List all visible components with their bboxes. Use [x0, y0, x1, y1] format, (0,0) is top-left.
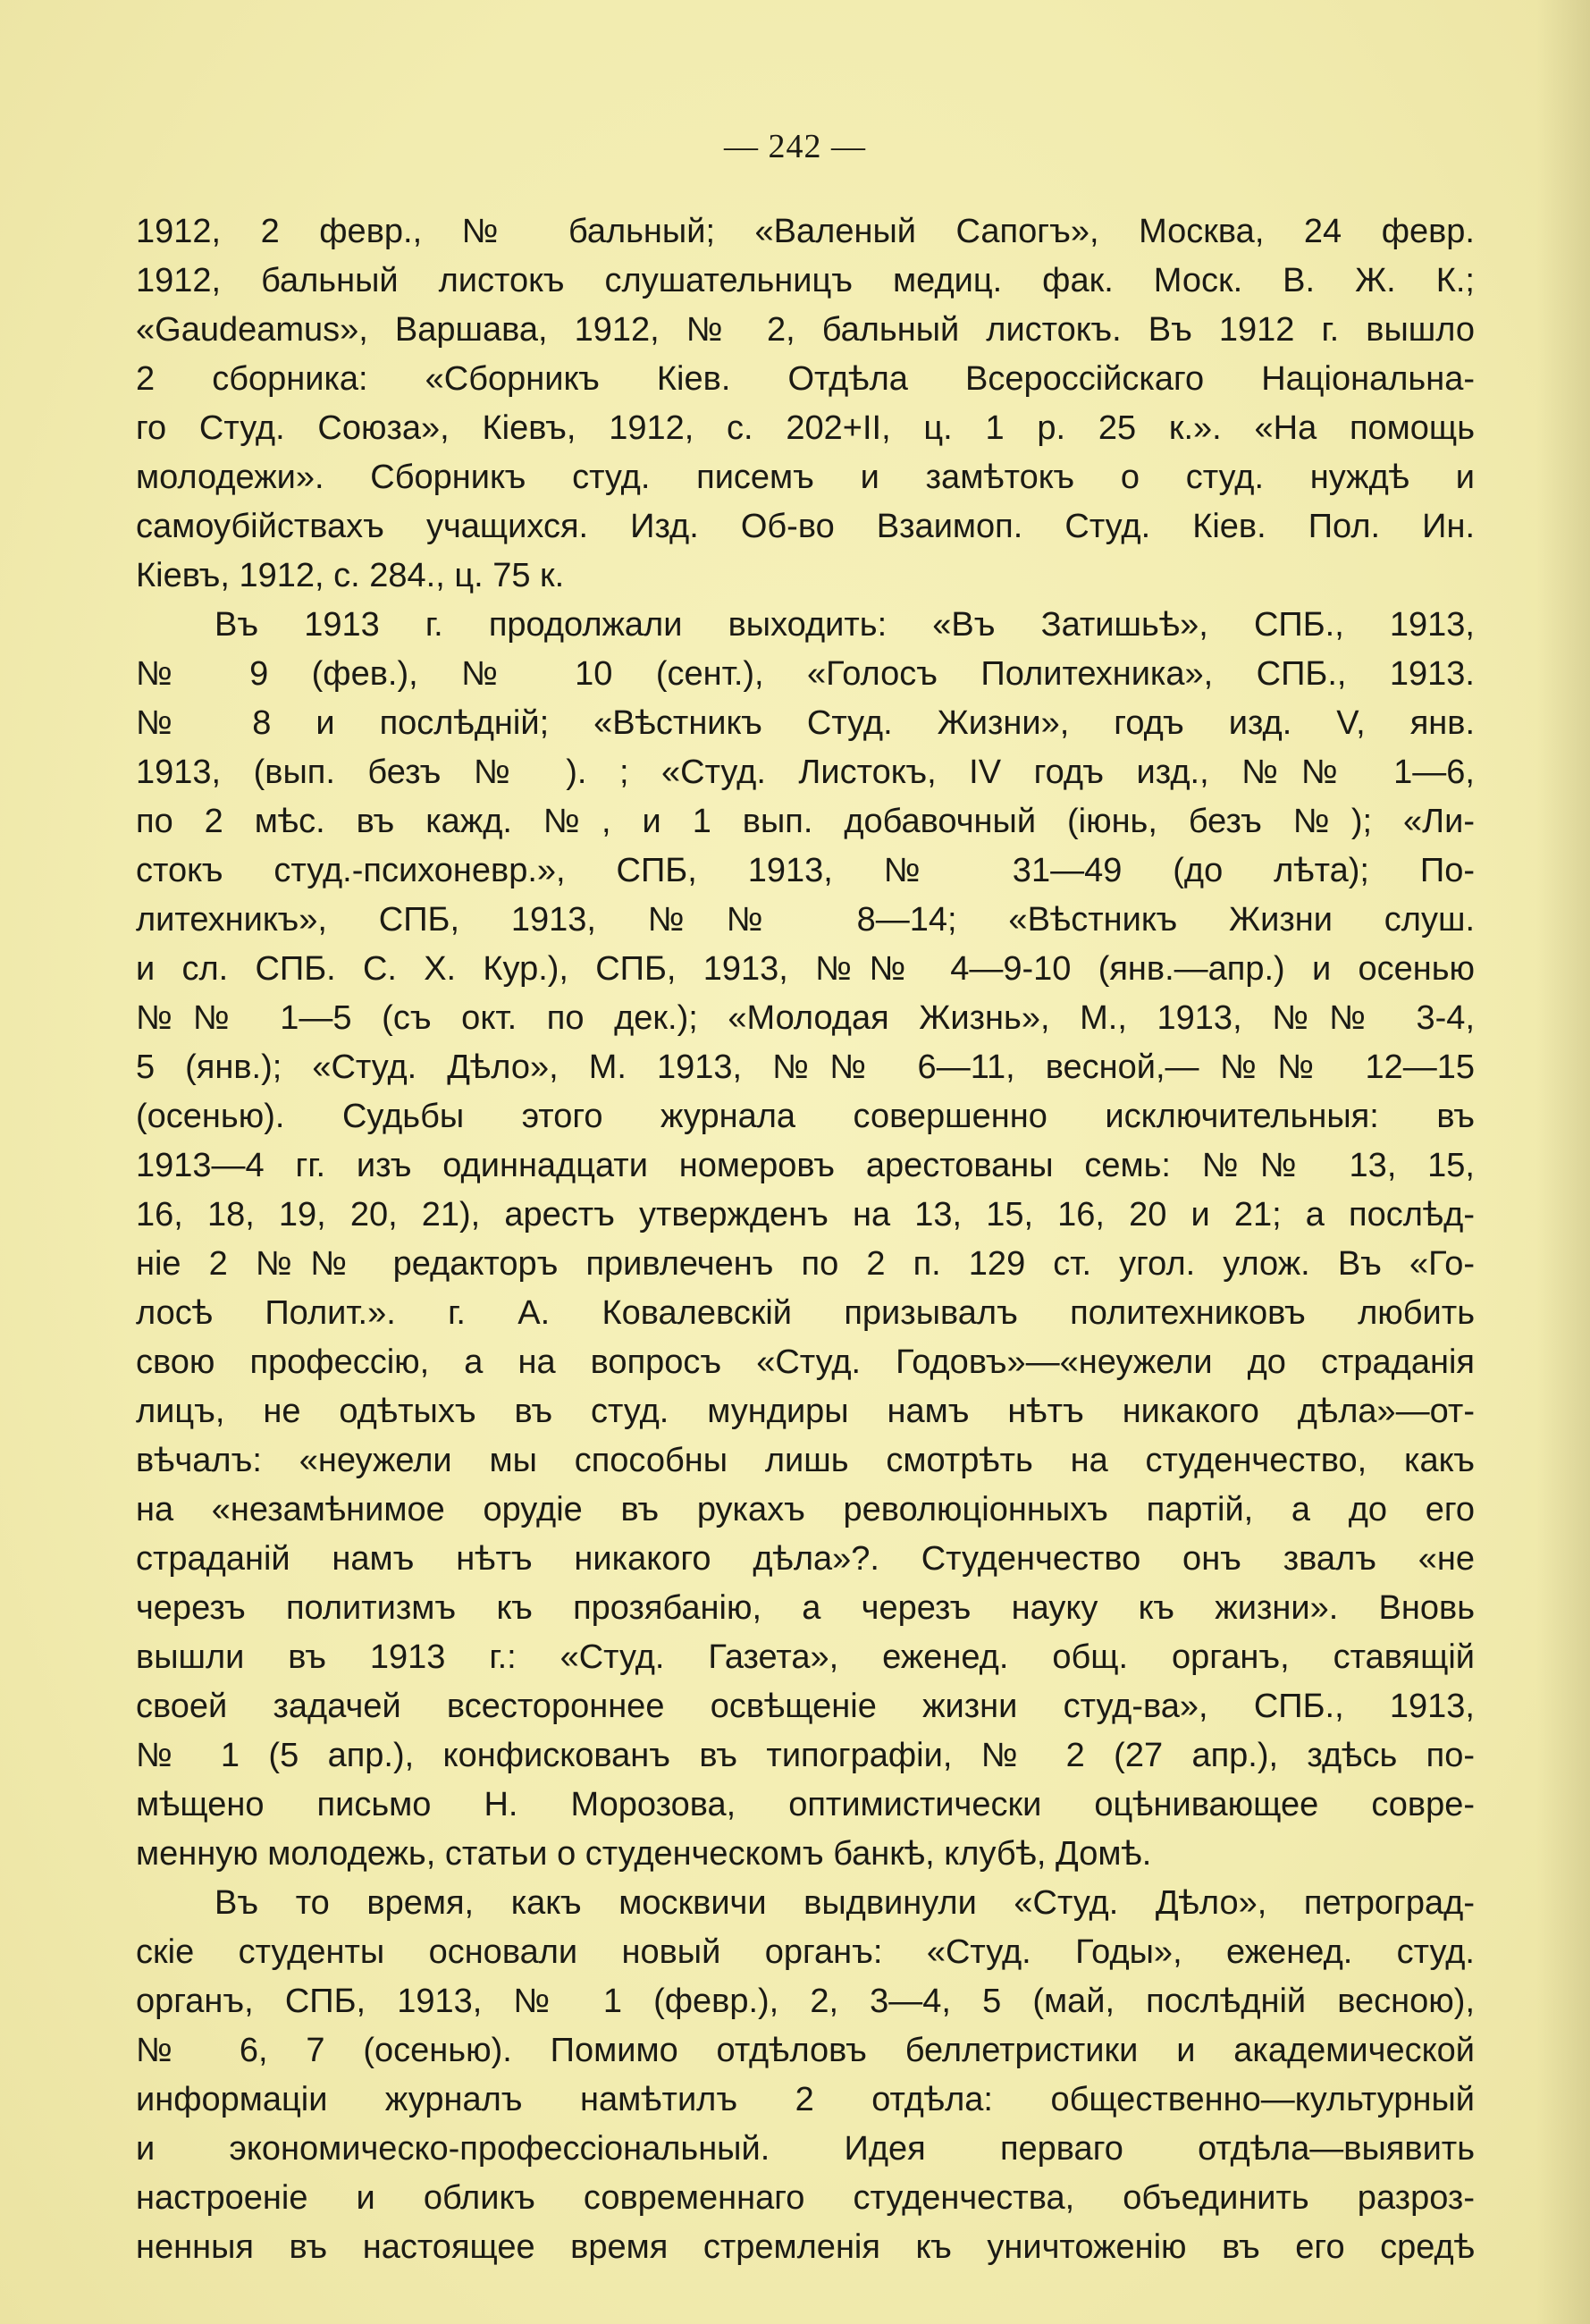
text-line: страданій намъ нѣтъ никакого дѣла»?. Студенчество онъ звалъ «не — [136, 1540, 1475, 1578]
text-line: черезъ политизмъ къ прозябанію, а черезъ науку къ жизни». Вновь — [136, 1589, 1475, 1627]
text-line: вышли въ 1913 г.: «Студ. Газета», еженед. общ. органъ, ставящій — [136, 1638, 1475, 1676]
text-line: и экономическо-профессіональный. Идея перваго отдѣла—выявить — [136, 2130, 1475, 2168]
text-line: стокъ студ.-психоневр.», СПБ, 1913, № 31—49 (до лѣта); По- — [136, 852, 1475, 889]
text-line: лосѣ Полит.». г. А. Ковалевскій призывалъ политехниковъ любить — [136, 1294, 1475, 1332]
page-number: — 242 — — [724, 128, 866, 165]
text-line: Въ то время, какъ москвичи выдвинули «Студ. Дѣло», петроград- — [215, 1884, 1475, 1922]
text-line: 2 сборника: «Сборникъ Кіев. Отдѣла Всероссійскаго Національна- — [136, 360, 1475, 398]
text-line: ненныя въ настоящее время стремленія къ уничтоженію въ его средѣ — [136, 2228, 1475, 2266]
text-line: лицъ, не одѣтыхъ въ студ. мундиры намъ нѣтъ никакого дѣла»—от- — [136, 1393, 1475, 1430]
text-line: ніе 2 №№ редакторъ привлеченъ по 2 п. 129 ст. угол. улож. Въ «Го- — [136, 1245, 1475, 1283]
paragraph — [136, 1879, 1475, 2272]
text-line: (осенью). Судьбы этого журнала совершенно исключительныя: въ — [136, 1098, 1475, 1135]
text-line: №№ 1—5 (съ окт. по дек.); «Молодая Жизнь», М., 1913, №№ 3-4, — [136, 999, 1475, 1037]
text-line: «Gaudeamus», Варшава, 1912, № 2, бальный листокъ. Въ 1912 г. вышло — [136, 311, 1475, 349]
text-line: Кіевъ, 1912, с. 284., ц. 75 к. — [136, 557, 565, 594]
text-line: № 9 (фев.), № 10 (сент.), «Голосъ Политехника», СПБ., 1913. — [136, 655, 1475, 693]
text-line: и сл. СПБ. С. Х. Кур.), СПБ, 1913, №№ 4—9-10 (янв.—апр.) и осенью — [136, 950, 1475, 988]
text-line: 5 (янв.); «Студ. Дѣло», М. 1913, №№ 6—11, весной,—№№ 12—15 — [136, 1048, 1475, 1086]
text-line: своей задачей всестороннее освѣщеніе жизни студ-ва», СПБ., 1913, — [136, 1688, 1475, 1725]
text-line: 16, 18, 19, 20, 21), арестъ утвержденъ на 13, 15, 16, 20 и 21; а послѣд- — [136, 1196, 1475, 1234]
text-line: 1912, бальный листокъ слушательницъ медиц. фак. Моск. В. Ж. К.; — [136, 262, 1475, 299]
text-line: 1913—4 гг. изъ одиннадцати номеровъ арестованы семь: №№ 13, 15, — [136, 1147, 1475, 1184]
paragraph — [136, 601, 1475, 1879]
text-line: го Студ. Союза», Кіевъ, 1912, с. 202+II, ц. 1 р. 25 к.». «На помощь — [136, 409, 1475, 447]
text-line: свою профессію, а на вопросъ «Студ. Годовъ»—«неужели до страданія — [136, 1343, 1475, 1381]
text-line: вѣчалъ: «неужели мы способны лишь смотрѣть на студенчество, какъ — [136, 1442, 1475, 1479]
text-line: информаціи журналъ намѣтилъ 2 отдѣла: общественно—культурный — [136, 2081, 1475, 2118]
text-line: молодежи». Сборникъ студ. писемъ и замѣтокъ о студ. нуждѣ и — [136, 459, 1475, 496]
text-line: № 6, 7 (осенью). Помимо отдѣловъ беллетристики и академической — [136, 2032, 1475, 2069]
text-line: органъ, СПБ, 1913, № 1 (февр.), 2, 3—4, 5 (май, послѣдній весною), — [136, 1983, 1475, 2020]
text-line: скіе студенты основали новый органъ: «Студ. Годы», еженед. студ. — [136, 1933, 1475, 1971]
text-line: 1913, (вып. безъ № ). ; «Студ. Листокъ, IV годъ изд., №№ 1—6, — [136, 754, 1475, 791]
page-edge-shadow — [1536, 0, 1590, 2324]
text-line: мѣщено письмо Н. Морозова, оптимистически оцѣнивающее совре- — [136, 1786, 1475, 1823]
body-text — [136, 207, 1475, 2272]
text-line: 1912, 2 февр., № бальный; «Валеный Сапогъ», Москва, 24 февр. — [136, 213, 1475, 250]
text-line: настроеніе и обликъ современнаго студенчества, объединить разроз- — [136, 2179, 1475, 2217]
text-line: на «незамѣнимое орудіе въ рукахъ революціонныхъ партій, а до его — [136, 1491, 1475, 1528]
text-line: Въ 1913 г. продолжали выходить: «Въ Затишьѣ», СПБ., 1913, — [215, 606, 1475, 644]
text-line: № 8 и послѣдній; «Вѣстникъ Студ. Жизни», годъ изд. V, янв. — [136, 704, 1475, 742]
text-line: менную молодежь, статьи о студенческомъ банкѣ, клубѣ, Домѣ. — [136, 1835, 1152, 1873]
text-line: № 1 (5 апр.), конфискованъ въ типографіи, № 2 (27 апр.), здѣсь по- — [136, 1737, 1475, 1774]
text-line: литехникъ», СПБ, 1913, №№ 8—14; «Вѣстникъ Жизни слуш. — [136, 901, 1475, 939]
text-line: по 2 мѣс. въ кажд. №, и 1 вып. добавочный (іюнь, безъ №); «Ли- — [136, 803, 1475, 840]
text-line: самоубійствахъ учащихся. Изд. Об-во Взаимоп. Студ. Кіев. Пол. Ин. — [136, 508, 1475, 545]
paragraph — [136, 207, 1475, 601]
